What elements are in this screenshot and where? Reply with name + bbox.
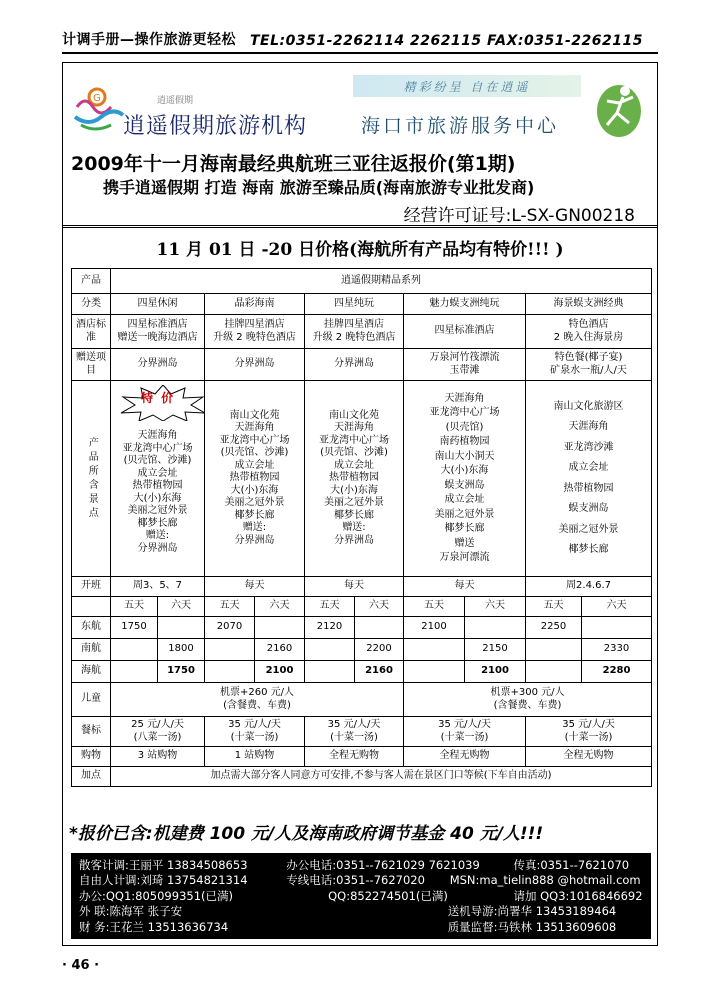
scenic-spots-list — [526, 381, 652, 577]
row-label-category: 分类 — [72, 294, 111, 315]
scenic-spot: 赠送: — [342, 522, 366, 534]
gift-items: 特色餐(椰子宴) 矿泉水一瓶/人/天 — [526, 349, 652, 381]
scenic-spot: 热带植物园 — [229, 472, 280, 484]
scenic-spot: 蜈支洲岛 — [568, 503, 609, 514]
row-label-dongh: 东航 — [72, 617, 111, 639]
scenic-spot: 美丽之冠外景 — [324, 497, 384, 509]
price-cell — [111, 639, 158, 661]
price-cell — [305, 639, 355, 661]
page-frame — [62, 62, 658, 946]
contact-row — [79, 873, 643, 889]
scenic-spot: 椰梦长廊 — [444, 523, 485, 534]
scenic-spot: 大(小)东海 — [133, 492, 182, 504]
contact-row — [79, 904, 643, 920]
price-period-heading: 11 月 01 日 -20 日价格(海航所有产品均有特价!!! ) — [156, 240, 564, 260]
logo-text: 逍遥假期旅游机构 — [123, 114, 308, 139]
departure-schedule: 每天 — [404, 577, 526, 597]
scenic-spot: 亚龙湾中心广场 — [122, 442, 193, 454]
product-name: 海景蜈支洲经典 — [526, 294, 652, 315]
scenic-spot: 成立会址 — [234, 459, 275, 471]
contact-cell: 办公电话:0351--7621029 7621039 — [286, 857, 480, 872]
main-title: 2009年十一月海南最经典航班三亚往返报价(第1期) — [71, 153, 516, 175]
scenic-spots-list — [305, 381, 404, 577]
scenic-spot: 美丽之冠外景 — [434, 508, 495, 520]
contact-cell: 专线电话:0351--7627020 — [286, 873, 425, 888]
scenic-spot: 美丽之冠外景 — [558, 523, 619, 535]
contact-cell: 传真:0351--7621070 — [513, 857, 630, 872]
meal-standard: 35 元/人/天 (十菜一汤) — [526, 717, 652, 747]
price-cell — [526, 661, 582, 683]
scenic-spot: 成立会址 — [334, 459, 374, 471]
row-label-product: 产品 — [72, 269, 111, 294]
contact-cell: 请加 QQ3:1016846692 — [513, 888, 643, 903]
price-cell: 2160 — [355, 661, 404, 683]
gift-items: 万泉河竹筏漂流 玉带滩 — [404, 349, 526, 381]
scenic-spot: 热带植物园 — [132, 480, 183, 491]
scenic-spot: 赠送: — [242, 522, 267, 534]
meal-standard: 35 元/人/天 (十菜一汤) — [205, 717, 305, 747]
fee-note: *报价已含:机建费 100 元/人及海南政府调节基金 40 元/人!!! — [69, 824, 544, 844]
scenic-spot: 亚龙湾中心广场 — [429, 407, 500, 418]
scenic-spot: 南药植物园 — [439, 436, 490, 447]
scenic-spot: 椰梦长廊 — [234, 509, 275, 521]
row-label-hotel: 酒店标准 — [72, 315, 111, 349]
price-cell: 2100 — [255, 661, 305, 683]
svg-text:G: G — [93, 93, 101, 104]
price-cell: 2150 — [465, 639, 526, 661]
price-cell: 2330 — [582, 639, 652, 661]
days-header: 六天 — [355, 597, 404, 617]
contact-cell: MSN:ma_tielin888 @hotmail.com — [449, 873, 641, 888]
price-cell: 2100 — [404, 617, 465, 639]
departure-schedule: 每天 — [205, 577, 305, 597]
hotel-standard: 特色酒店 2 晚入住海景房 — [526, 315, 652, 349]
departure-schedule: 周3、5、7 — [111, 577, 205, 597]
hotel-standard: 四星标准酒店 — [404, 315, 526, 349]
days-header: 五天 — [526, 597, 582, 617]
row-label-haih: 海航 — [72, 661, 111, 683]
scenic-spot: (贝壳馆、沙滩) — [123, 455, 192, 466]
scenic-spot: 南山大小洞天 — [434, 450, 495, 462]
product-name: 魅力蜈支洲纯玩 — [404, 294, 526, 315]
days-header: 六天 — [465, 597, 526, 617]
contact-cell: 外 联:陈海军 张子安 — [79, 904, 183, 919]
scenic-spot: 美丽之冠外景 — [224, 497, 285, 509]
service-center-banner — [353, 75, 653, 141]
price-cell — [205, 639, 255, 661]
child-price-left: 机票+260 元/人 (含餐费、车费) — [111, 683, 404, 717]
scenic-spot: 天涯海角 — [234, 422, 275, 434]
row-label-schedule: 开班 — [72, 577, 111, 597]
scenic-spot: 天涯海角 — [334, 422, 374, 434]
price-cell: 2200 — [355, 639, 404, 661]
contact-cell: QQ:852274501(已满) — [328, 888, 448, 903]
row-label-addon: 加点 — [72, 767, 111, 787]
row-label-nanh: 南航 — [72, 639, 111, 661]
sub-title: 携手逍遥假期 打造 海南 旅游至臻品质(海南旅游专业批发商) — [103, 178, 535, 197]
runner-logo-icon — [589, 75, 645, 141]
days-header: 六天 — [158, 597, 205, 617]
days-header: 五天 — [404, 597, 465, 617]
scenic-spots-list — [404, 381, 526, 577]
scenic-spot: 分界洲岛 — [334, 534, 374, 546]
scenic-spot: 椰梦长廊 — [137, 517, 178, 529]
row-label-gift: 赠送项目 — [72, 349, 111, 381]
price-cell — [404, 639, 465, 661]
price-cell — [526, 639, 582, 661]
price-cell: 1750 — [111, 617, 158, 639]
departure-schedule: 周2.4.6.7 — [526, 577, 652, 597]
gift-items: 分界洲岛 — [305, 349, 404, 381]
top-header-bar — [62, 30, 658, 54]
shopping-info: 全程无购物 — [404, 747, 526, 767]
price-cell: 1750 — [158, 661, 205, 683]
scenic-spot: 天涯海角 — [568, 421, 609, 432]
price-cell — [205, 661, 255, 683]
scenic-spot: 蜈支洲岛 — [444, 479, 485, 491]
days-header: 五天 — [305, 597, 355, 617]
scenic-spot: 天涯海角 — [444, 392, 485, 404]
scenic-spot: 分界洲岛 — [234, 534, 275, 546]
price-cell — [255, 617, 305, 639]
header-slogan: 计调手册—操作旅游更轻松 — [62, 32, 236, 48]
price-cell — [582, 617, 652, 639]
scenic-spot: 万泉河漂流 — [439, 552, 490, 563]
scenic-spot: 赠送 — [454, 537, 475, 549]
scenic-spot: 大(小)东海 — [330, 484, 378, 496]
header-contact: TEL:0351-2262114 2262115 FAX:0351-2262115 — [250, 33, 643, 49]
price-cell — [465, 617, 526, 639]
scenic-spots-list — [205, 381, 305, 577]
scenic-spot: 南山文化苑 — [229, 409, 280, 421]
scenic-spot: 椰梦长廊 — [334, 509, 374, 521]
days-header: 六天 — [255, 597, 305, 617]
scenic-spot: (贝壳馆、沙滩) — [320, 447, 388, 459]
contact-cell: 散客计调:王丽平 13834508653 — [79, 857, 248, 872]
special-price-tag: 特 价 — [141, 391, 176, 405]
row-label-shop: 购物 — [72, 747, 111, 767]
contact-box — [71, 853, 651, 939]
price-cell: 2100 — [465, 661, 526, 683]
price-cell — [355, 617, 404, 639]
meal-standard: 25 元/人/天 (八菜一汤) — [111, 717, 205, 747]
scenic-spot: (贝壳馆) — [445, 421, 484, 433]
scenic-spot: 分界洲岛 — [137, 542, 178, 554]
gift-items: 分界洲岛 — [111, 349, 205, 381]
center-slogan: 精彩纷呈 自在逍遥 — [353, 75, 581, 97]
product-name: 晶彩海南 — [205, 294, 305, 315]
addon-note: 加点需大部分客人同意方可安排,不参与客人需在景区门口等候(下车自由活动) — [111, 767, 652, 787]
page-number: · 46 · — [62, 958, 100, 973]
contact-row — [79, 857, 643, 873]
price-cell — [305, 661, 355, 683]
scenic-spots-list — [111, 381, 205, 577]
gift-items: 分界洲岛 — [205, 349, 305, 381]
scenic-spot: 亚龙湾中心广场 — [319, 434, 389, 446]
meal-standard: 35 元/人/天 (十菜一汤) — [305, 717, 404, 747]
logo-mark-icon — [71, 77, 127, 135]
days-header: 六天 — [582, 597, 652, 617]
hotel-standard: 挂牌四星酒店 升级 2 晚特色酒店 — [305, 315, 404, 349]
days-header: 五天 — [111, 597, 158, 617]
row-label-meal: 餐标 — [72, 717, 111, 747]
scenic-spot: 南山文化旅游区 — [553, 400, 624, 412]
price-cell — [111, 661, 158, 683]
scenic-spot: 成立会址 — [444, 494, 485, 505]
shopping-info: 全程无购物 — [305, 747, 404, 767]
shopping-info: 1 站购物 — [205, 747, 305, 767]
contact-cell: 送机导游:尚署华 13453189464 — [447, 904, 617, 919]
scenic-spot: 亚龙湾沙滩 — [563, 441, 614, 453]
scenic-spot: 赠送: — [145, 530, 170, 541]
meal-standard: 35 元/人/天 (十菜一汤) — [404, 717, 526, 747]
product-name: 四星休闲 — [111, 294, 205, 315]
scenic-spot: 热带植物园 — [329, 472, 379, 484]
price-cell: 2070 — [205, 617, 255, 639]
price-cell: 2160 — [255, 639, 305, 661]
scenic-spot: (贝壳馆、沙滩) — [220, 447, 289, 459]
child-price-right: 机票+300 元/人 (含餐费、车费) — [404, 683, 652, 717]
logo-area — [71, 73, 331, 143]
scenic-spot: 大(小)东海 — [230, 484, 279, 496]
contact-row — [79, 888, 643, 904]
contact-cell: 办公:QQ1:805099351(已满) — [79, 888, 233, 903]
price-cell: 2280 — [582, 661, 652, 683]
contact-row — [79, 919, 643, 935]
price-cell — [404, 661, 465, 683]
hotel-standard: 四星标准酒店 赠送一晚海边酒店 — [111, 315, 205, 349]
scenic-spot: 成立会址 — [137, 467, 178, 479]
price-table — [71, 268, 652, 787]
scenic-spot: 椰梦长廊 — [568, 544, 609, 555]
license-number: 经营许可证号:L-SX-GN00218 — [403, 206, 635, 226]
shopping-info: 全程无购物 — [526, 747, 652, 767]
contact-cell: 质量监督:马铁林 13513609608 — [447, 919, 617, 934]
contact-cell: 自由人计调:刘琦 13754821314 — [79, 873, 248, 888]
scenic-spot: 天涯海角 — [137, 430, 178, 441]
scenic-spot: 热带植物园 — [563, 482, 614, 494]
hotel-standard: 挂牌四星酒店 升级 2 晚特色酒店 — [205, 315, 305, 349]
days-header: 五天 — [205, 597, 255, 617]
shopping-info: 3 站购物 — [111, 747, 205, 767]
title-divider — [63, 225, 657, 228]
contact-cell: 财 务:王花兰 13513636734 — [79, 919, 229, 934]
scenic-spot: 成立会址 — [568, 462, 609, 473]
price-cell: 1800 — [158, 639, 205, 661]
scenic-spot: 美丽之冠外景 — [127, 505, 188, 516]
scenic-spot: 亚龙湾中心广场 — [219, 434, 290, 446]
price-cell: 2250 — [526, 617, 582, 639]
row-label-spots: 产品所含景点 — [72, 381, 111, 577]
empty-cell — [72, 597, 111, 617]
product-name: 四星纯玩 — [305, 294, 404, 315]
scenic-spot: 大(小)东海 — [440, 465, 489, 476]
price-cell — [158, 617, 205, 639]
series-title: 逍遥假期精品系列 — [111, 269, 652, 294]
departure-schedule: 每天 — [305, 577, 404, 597]
row-label-child: 儿童 — [72, 683, 111, 717]
center-name: 海口市旅游服务中心 — [361, 115, 560, 137]
price-cell: 2120 — [305, 617, 355, 639]
logo-small-text: 逍遥假期 — [157, 96, 194, 106]
scenic-spot: 南山文化苑 — [329, 409, 379, 421]
